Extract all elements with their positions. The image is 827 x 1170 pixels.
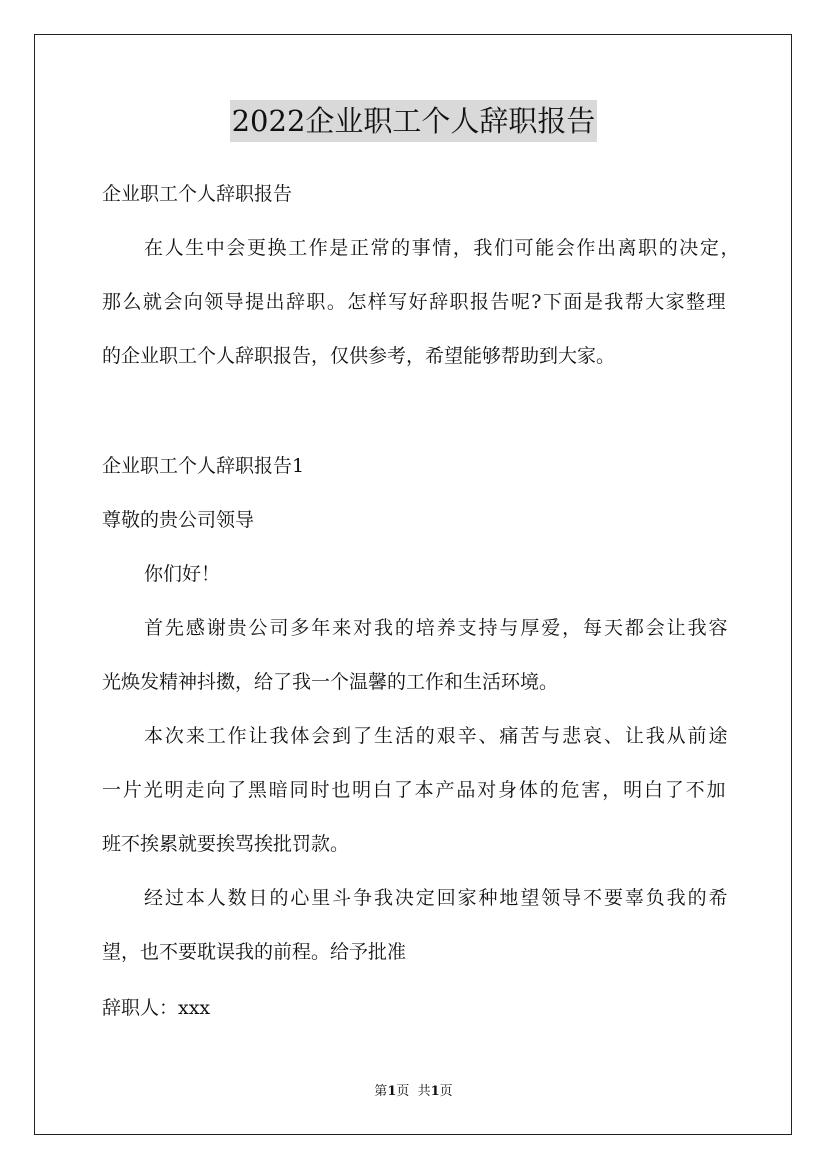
intro-line-3: 的企业职工个人辞职报告，仅供参考，希望能够帮助到大家。 [102,345,616,367]
section-heading: 企业职工个人辞职报告1 [102,455,305,477]
signature: 辞职人：xxx [102,997,211,1019]
document-title [0,100,827,142]
greeting: 你们好！ [144,563,221,585]
page-label-prefix: 第 [374,1084,388,1099]
document-title-text: 2022企业职工个人辞职报告 [230,100,598,142]
salutation: 尊敬的贵公司领导 [102,509,255,531]
paragraph2-line-2: 一片光明走向了黑暗同时也明白了本产品对身体的危害，明白了不加 [102,779,726,801]
intro-line-1: 在人生中会更换工作是正常的事情，我们可能会作出离职的决定， [144,237,740,259]
paragraph2-line-1: 本次来工作让我体会到了生活的艰辛、痛苦与悲哀、让我从前途 [144,725,728,747]
paragraph3-line-2: 望，也不要耽误我的前程。给予批准 [102,941,407,963]
page-number-footer [0,1083,827,1101]
paragraph2-line-3: 班不挨累就要挨骂挨批罚款。 [102,833,350,855]
page-label-mid: 页 共 [396,1084,431,1099]
document-subtitle: 企业职工个人辞职报告 [102,183,293,205]
page-total: 1 [430,1084,440,1099]
page-label-suffix: 页 [439,1084,453,1099]
intro-line-2: 那么就会向领导提出辞职。怎样写好辞职报告呢?下面是我帮大家整理 [102,291,726,313]
paragraph1-line-1: 首先感谢贵公司多年来对我的培养支持与厚爱，每天都会让我容 [144,617,728,639]
paragraph1-line-2: 光焕发精神抖擞，给了我一个温馨的工作和生活环境。 [102,671,559,693]
page-current: 1 [387,1084,397,1099]
paragraph3-line-1: 经过本人数日的心里斗争我决定回家种地望领导不要辜负我的希 [144,887,728,909]
